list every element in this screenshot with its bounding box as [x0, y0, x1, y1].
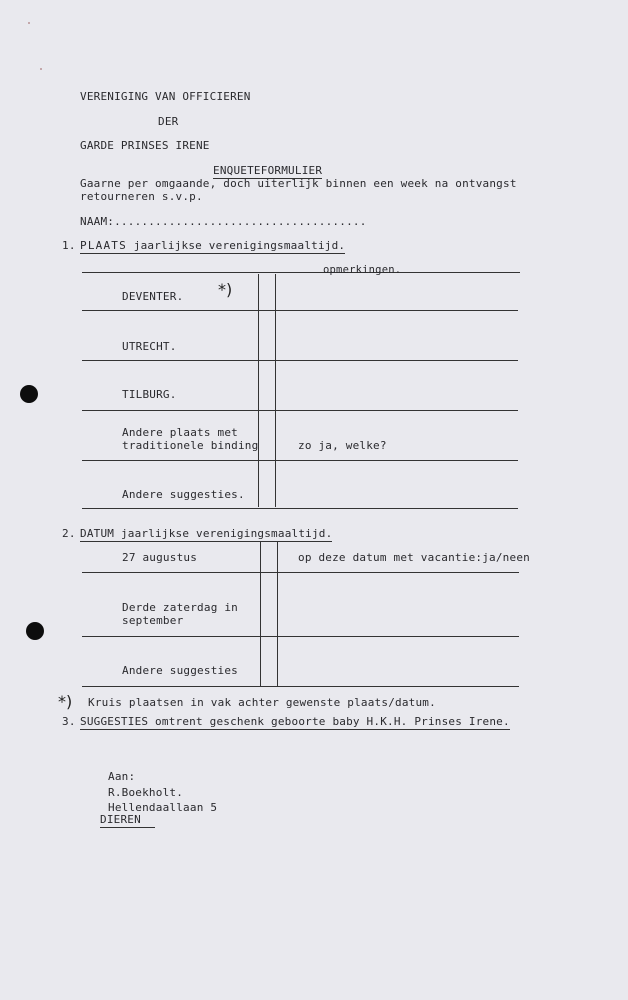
punch-hole-bottom: [26, 622, 44, 640]
place-other-remark: zo ja, welke?: [298, 439, 387, 452]
punch-hole-top: [20, 385, 38, 403]
table1-row-rule: [82, 460, 518, 461]
table1-divider-right: [275, 274, 276, 507]
section2-number: 2.: [62, 527, 76, 540]
address-city: DIEREN: [100, 813, 155, 828]
table2-bottom-rule: [82, 686, 519, 687]
section2-heading: [80, 527, 332, 542]
table2-row-rule: [82, 572, 519, 573]
place-utrecht: UTRECHT.: [122, 340, 177, 353]
section1-heading: [80, 239, 345, 254]
paper-speck: [40, 68, 42, 70]
address-name: R.Boekholt.: [108, 786, 184, 799]
section3-heading-rest: omtrent geschenk geboorte baby H.K.H. Prinses Irene.: [148, 715, 510, 728]
address-to: Aan:: [108, 770, 136, 783]
asterisk-mark: *): [218, 280, 233, 299]
place-tilburg: TILBURG.: [122, 388, 177, 401]
date-third-saturday-line1: Derde zaterdag in: [122, 601, 238, 614]
section3-number: 3.: [62, 715, 76, 728]
section1-heading-key: PLAATS: [80, 239, 127, 252]
table2-divider-right: [277, 542, 278, 686]
date-suggestions: Andere suggesties: [122, 664, 238, 677]
name-field[interactable]: NAAM:.....................................: [80, 215, 367, 228]
address-street: Hellendaallaan 5: [108, 801, 218, 814]
org-name-line1: VERENIGING VAN OFFICIEREN: [80, 90, 251, 103]
org-name-line2: DER: [158, 115, 179, 128]
section1-heading-rest: jaarlijkse verenigingsmaaltijd.: [126, 239, 346, 252]
form-title: ENQUETEFORMULIER: [213, 164, 323, 177]
intro-line1: Gaarne per omgaande, doch uiterlijk binnen een week na ontvangst: [80, 177, 517, 190]
date-third-saturday-line2: september: [122, 614, 184, 627]
section3-heading-key: SUGGESTIES: [80, 715, 149, 728]
org-name-line3: GARDE PRINSES IRENE: [80, 139, 210, 152]
footnote-mark: *): [58, 692, 73, 711]
remarks-header: opmerkingen.: [323, 264, 402, 276]
table1-row-rule: [82, 310, 518, 311]
date-27-august: 27 augustus: [122, 551, 198, 564]
table1-bottom-rule: [82, 508, 518, 509]
date-27-august-remark: op deze datum met vacantie:ja/neen: [298, 551, 530, 564]
table1-divider-left: [258, 274, 259, 507]
paper-speck: [28, 22, 30, 24]
footnote-text: Kruis plaatsen in vak achter gewenste plaats/datum.: [88, 696, 436, 709]
place-deventer: DEVENTER.: [122, 290, 184, 303]
table2-row-rule: [82, 636, 519, 637]
place-suggestions: Andere suggesties.: [122, 488, 245, 501]
place-other-line1: Andere plaats met: [122, 426, 238, 439]
section2-heading-rest: jaarlijkse verenigingsmaaltijd.: [114, 527, 333, 540]
section3-heading: [80, 715, 510, 730]
place-other-line2: traditionele binding: [122, 439, 259, 452]
table1-row-rule: [82, 360, 518, 361]
section2-heading-key: DATUM: [80, 527, 115, 540]
table2-divider-left: [260, 542, 261, 686]
table1-row-rule: [82, 410, 518, 411]
intro-line2: retourneren s.v.p.: [80, 190, 203, 203]
section1-number: 1.: [62, 239, 76, 252]
table1-top-rule: [82, 272, 520, 273]
